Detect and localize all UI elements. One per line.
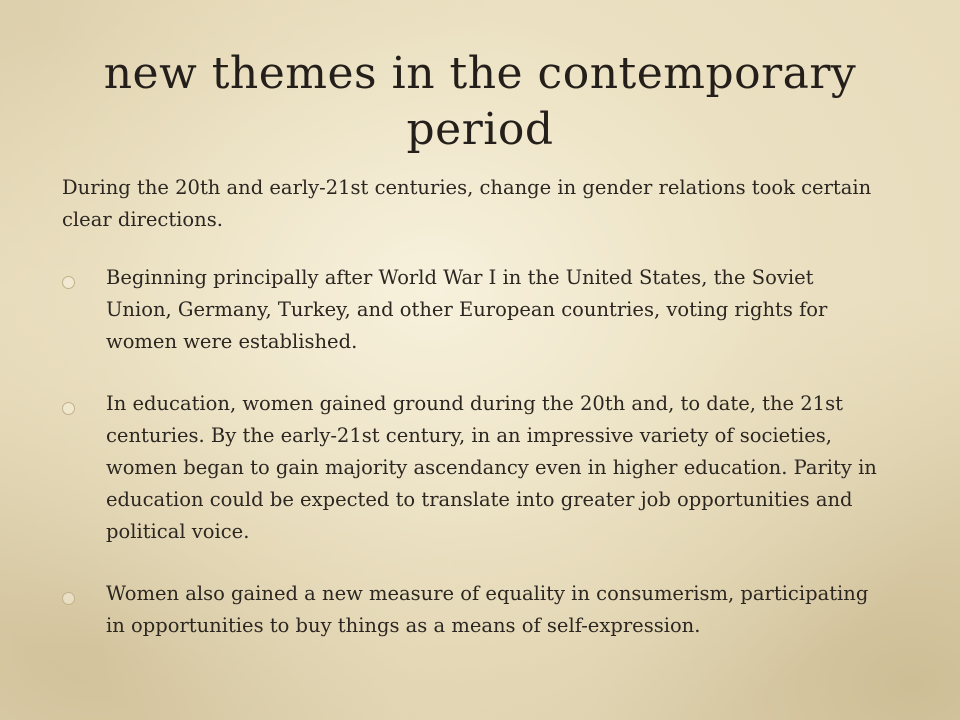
circle-bullet-icon <box>62 276 75 289</box>
circle-bullet-icon <box>62 592 75 605</box>
bullet-list <box>62 262 882 672</box>
circle-bullet-icon <box>62 402 75 415</box>
bullet-item <box>62 388 882 548</box>
bullet-item <box>62 578 882 642</box>
intro-paragraph: During the 20th and early-21st centuries, change in gender relations took certain clear directions. <box>62 176 872 231</box>
bullet-text: Women also gained a new measure of equality in consumerism, participating in opportunities to buy things as a means of self-expression. <box>106 582 869 637</box>
bullet-text: Beginning principally after World War I in the United States, the Soviet Union, Germany, Turkey, and other European countries, voting rights for women were established. <box>106 266 828 353</box>
bullet-item <box>62 262 882 358</box>
slide-title: new themes in the contemporary period <box>103 48 857 155</box>
bullet-text: In education, women gained ground during the 20th and, to date, the 21st centuries. By the early-21st century, in an impressive variety of societies, women began to gain majority ascendancy even in higher education. Parity in education could be expected to translate into greater job opportunities and political voice. <box>106 392 877 543</box>
